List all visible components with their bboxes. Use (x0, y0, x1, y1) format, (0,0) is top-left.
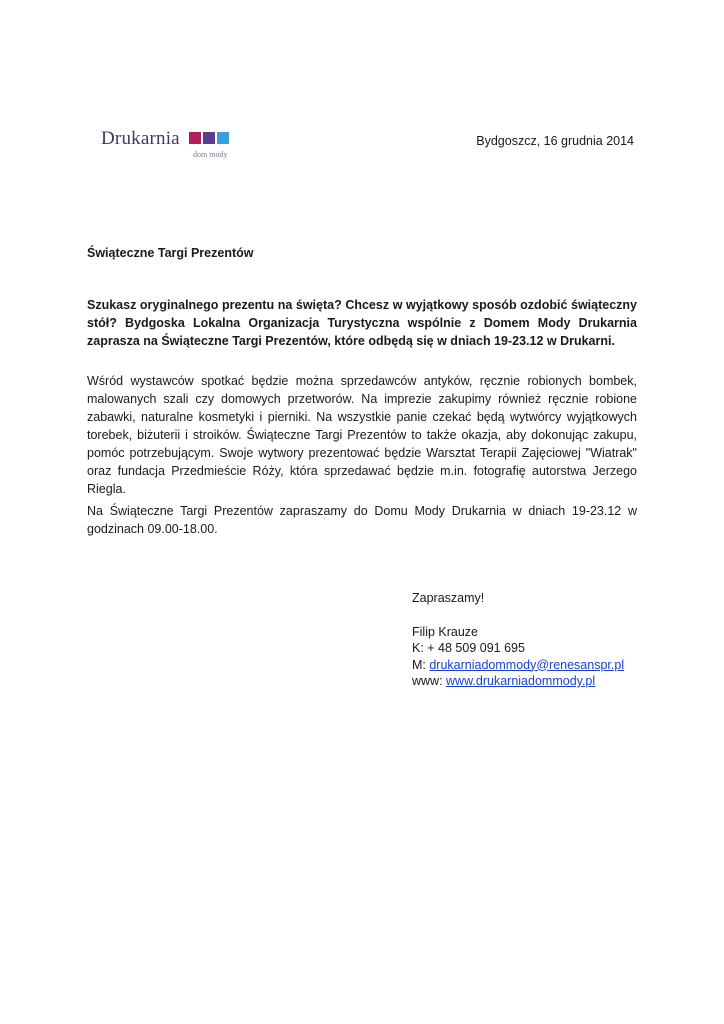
contact-email-line (412, 657, 624, 674)
contact-name: Filip Krauze (412, 624, 478, 639)
website-link[interactable]: www.drukarniadommody.pl (446, 674, 596, 688)
logo-square-3 (217, 132, 229, 144)
greeting: Zapraszamy! (412, 591, 485, 605)
logo-subtitle: dom mody (193, 150, 228, 159)
exhibitors-paragraph: Wśród wystawców spotkać będzie można sprzedawców antyków, ręcznie robionych bombek, malowanych szali czy domowych przetworów. Na imprezie zakupimy również ręcznie robione zabawki, naturalne kosmetyki i pierniki. Na wszystkie panie czekać będą wytwórcy wyjątkowych torebek, biżuterii i stroików. Świąteczne Targi Prezentów to także okazja, aby dokonując zakupu, pomóc potrzebującym. Swoje wytwory prezentować będzie Warsztat Terapii Zajęciowej "Wiatrak" oraz fundacja Przedmieście Róży, która sprzedawać będzie m.in. fotografię autorstwa Jerzego Riegla. (87, 374, 637, 496)
letter-date: Bydgoszcz, 16 grudnia 2014 (476, 134, 634, 148)
email-link[interactable]: drukarniadommody@renesanspr.pl (429, 657, 625, 672)
logo-square-2 (203, 132, 215, 144)
www-prefix: www: (412, 674, 447, 688)
logo-squares (189, 132, 231, 144)
email-prefix: M: (412, 657, 430, 672)
invitation-paragraph: Na Świąteczne Targi Prezentów zapraszamy do Domu Mody Drukarnia w dniach 19-23.12 w godzinach 09.00-18.00. (87, 504, 637, 536)
intro-paragraph: Szukasz oryginalnego prezentu na święta? Chcesz w wyjątkowy sposób ozdobić świąteczny stół? Bydgoska Lokalna Organizacja Turystyczna wspólnie z Domem Mody Drukarnia zaprasza na Świąteczne Targi Prezentów, które odbędą się w dniach 19-23.12 w Drukarni. (87, 298, 637, 348)
contact-phone: K: + 48 509 091 695 (412, 641, 525, 655)
logo-square-1 (189, 132, 201, 144)
company-logo (101, 128, 241, 162)
logo-wordmark: Drukarnia (101, 128, 180, 149)
contact-block (412, 590, 624, 690)
letter-title: Świąteczne Targi Prezentów (87, 246, 254, 260)
contact-www-line (412, 673, 624, 690)
